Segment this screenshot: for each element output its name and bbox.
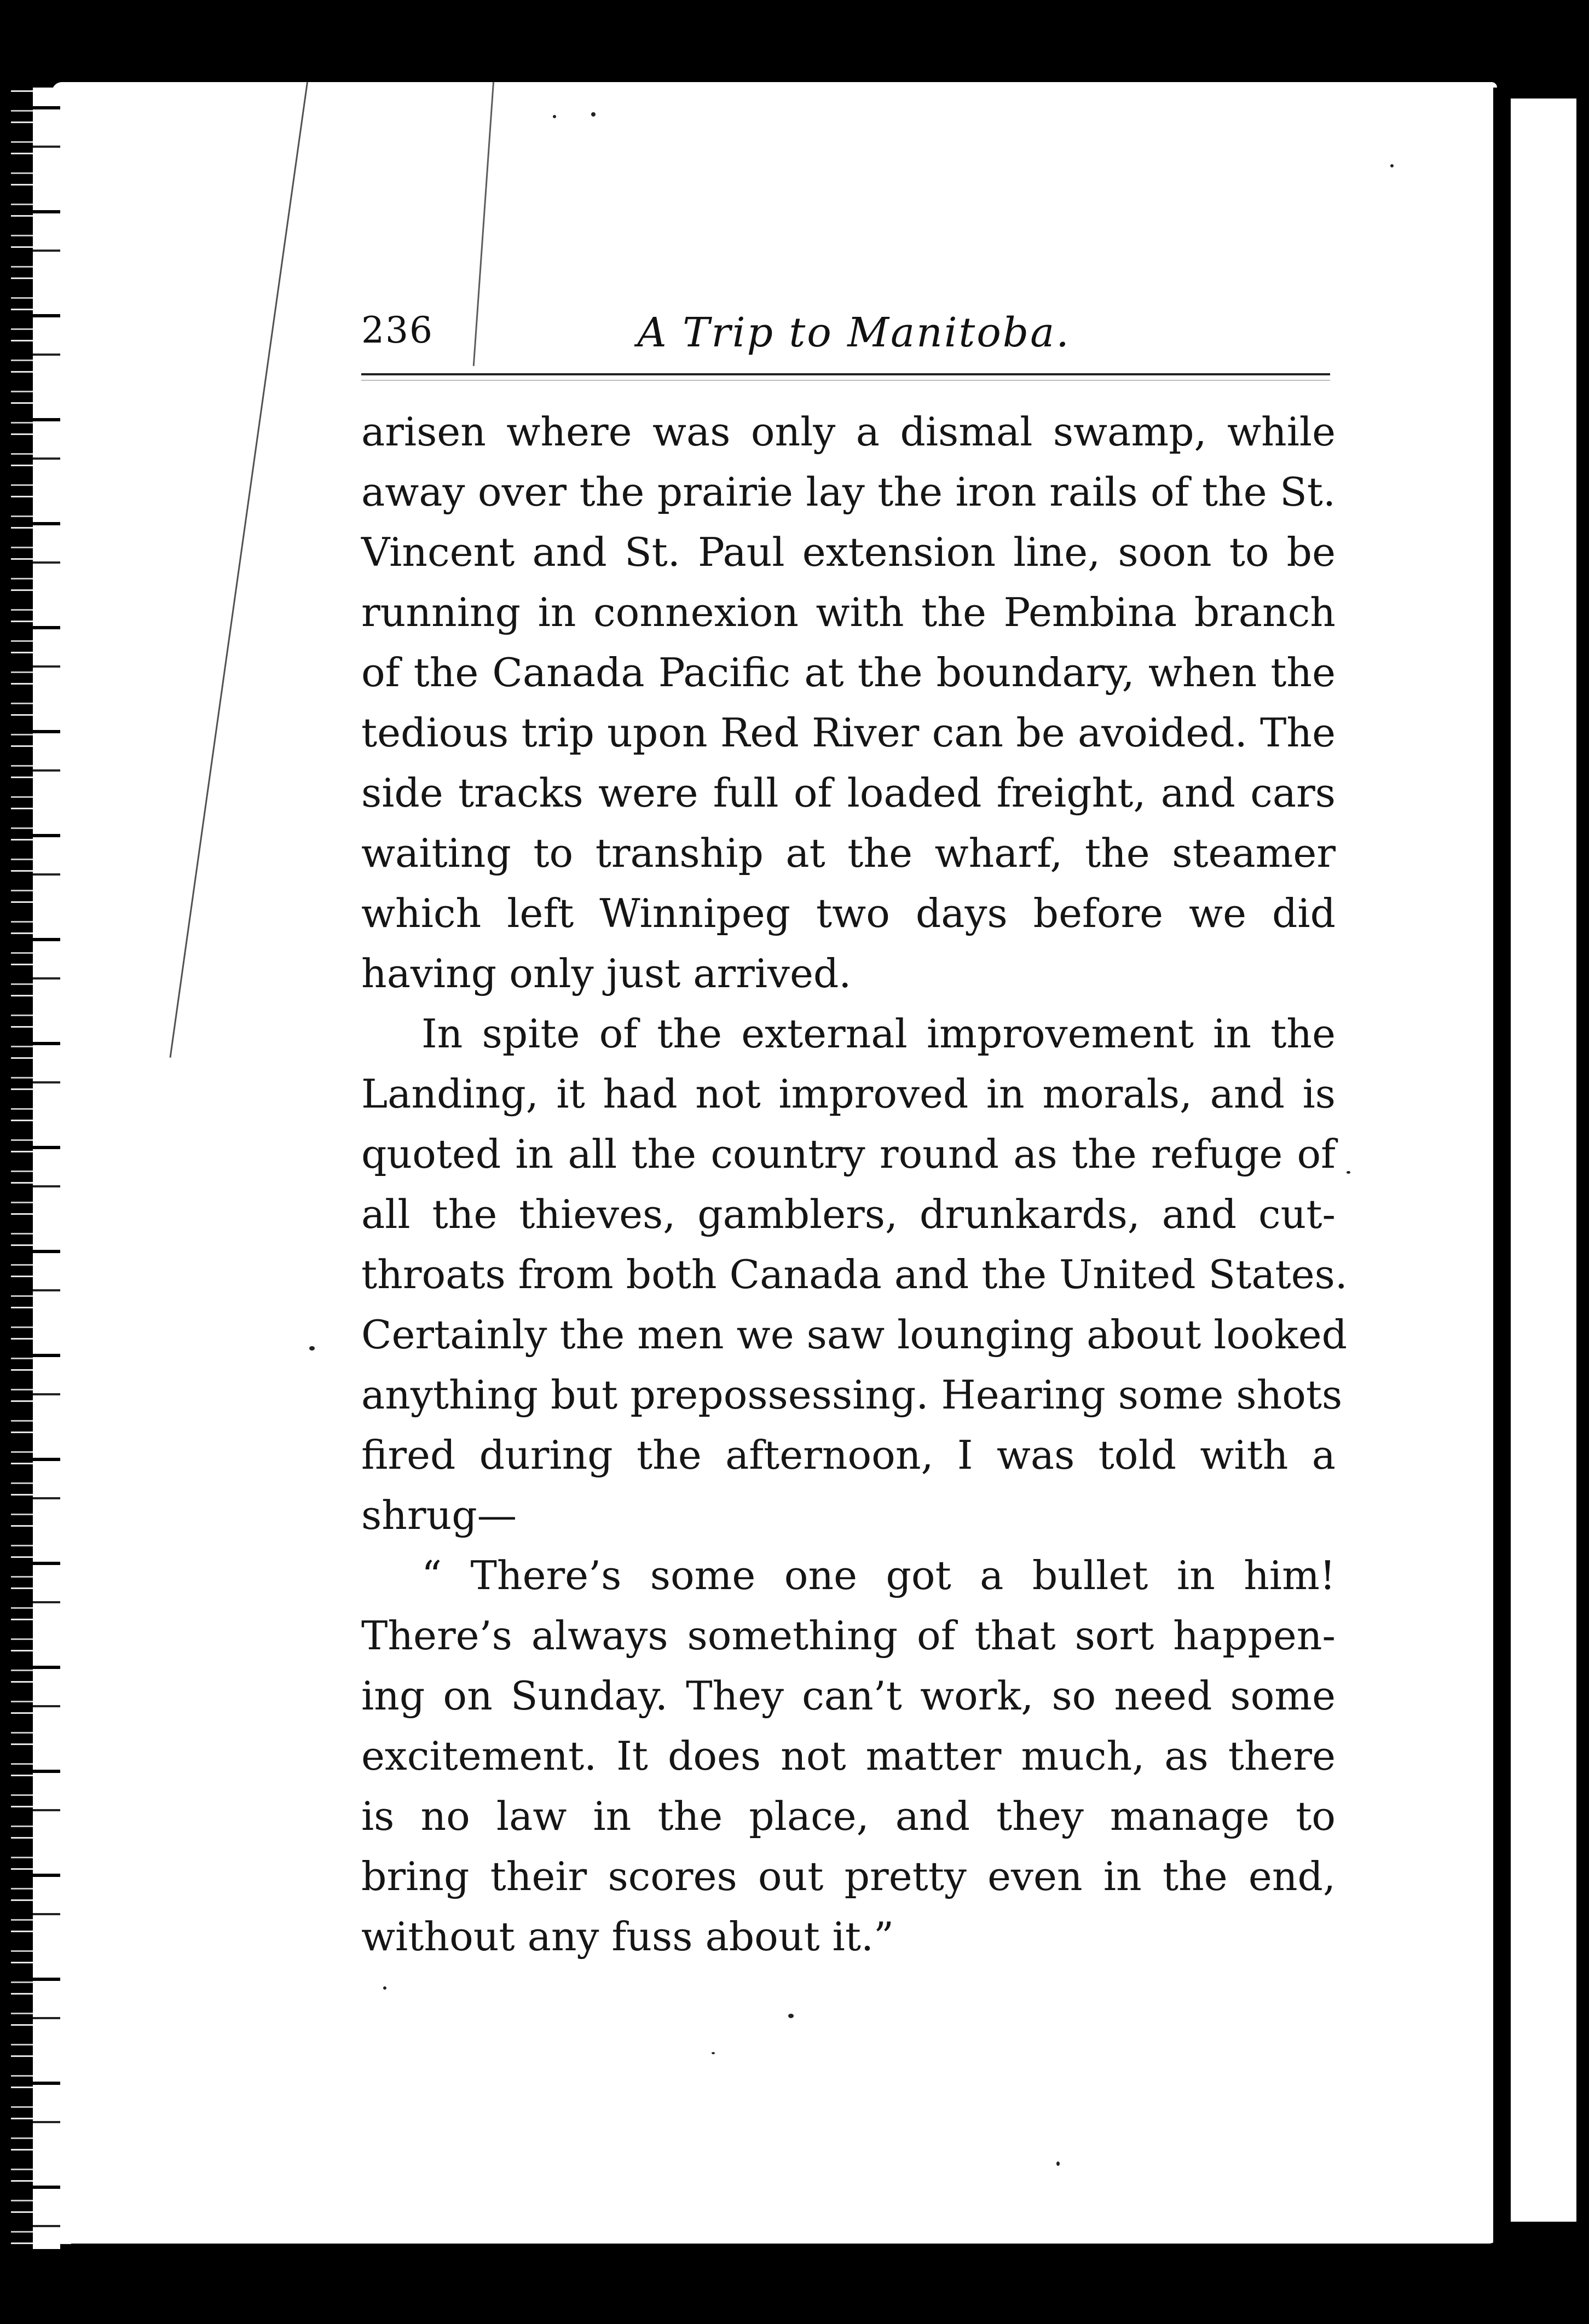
scan-speck <box>383 1986 386 1990</box>
text-line: Vincent and St. Paul extension line, soon to be <box>361 530 1336 576</box>
header-rule-shadow <box>361 380 1330 381</box>
text-line: fired during the afternoon, I was told with a <box>361 1433 1336 1479</box>
text-line: which left Winnipeg two days before we did <box>361 891 1336 937</box>
page-gutter <box>1493 88 1510 2244</box>
text-line: having only just arrived. <box>361 951 852 997</box>
scan-speck <box>1056 2161 1060 2166</box>
scan-speck <box>1390 164 1394 167</box>
header-rule <box>361 373 1330 375</box>
text-line: Landing, it had not improved in morals, and is <box>361 1071 1336 1117</box>
binding-shadow <box>33 88 60 2249</box>
scan-speck <box>553 115 556 118</box>
text-line: tedious trip upon Red River can be avoided. The <box>361 710 1336 756</box>
text-line: excitement. It does not matter much, as there <box>361 1734 1336 1780</box>
text-line: side tracks were full of loaded freight, and cars <box>361 770 1336 816</box>
text-line: is no law in the place, and they manage to <box>361 1794 1336 1840</box>
scan-speck <box>591 112 596 117</box>
text-line: waiting to tranship at the wharf, the steamer <box>361 831 1336 877</box>
text-line: without any fuss about it.” <box>361 1914 894 1960</box>
text-line: throats from both Canada and the United States. <box>361 1252 1348 1298</box>
text-line: away over the prairie lay the iron rails of the St. <box>361 470 1336 515</box>
text-line: ing on Sunday. They can’t work, so need some <box>361 1673 1336 1719</box>
scan-speck <box>309 1346 315 1351</box>
text-line: quoted in all the country round as the refuge of <box>361 1132 1336 1178</box>
page-number: 236 <box>361 309 434 351</box>
text-line: bring their scores out pretty even in the end, <box>361 1854 1336 1900</box>
running-head <box>361 309 1330 375</box>
text-line: Certainly the men we saw lounging about looked <box>361 1312 1348 1358</box>
paragraph-first-line: “ There’s some one got a bullet in him! <box>421 1553 1336 1599</box>
text-line: of the Canada Pacific at the boundary, when the <box>361 650 1336 696</box>
text-line: running in connexion with the Pembina branch <box>361 590 1336 636</box>
text-line: all the thieves, gamblers, drunkards, and cut- <box>361 1192 1336 1238</box>
text-line: There’s always something of that sort happen- <box>361 1613 1336 1659</box>
body-text <box>361 402 1348 1967</box>
text-line: anything but prepossessing. Hearing some shots <box>361 1372 1343 1418</box>
running-title: A Trip to Manitoba. <box>637 309 1071 356</box>
text-line: arisen where was only a dismal swamp, while <box>361 409 1336 455</box>
adjacent-page-edge <box>1511 98 1576 2222</box>
paragraph-first-line: In spite of the external improvement in the <box>421 1011 1336 1057</box>
scan-speck <box>1347 1171 1350 1174</box>
scan-speck <box>788 2014 794 2018</box>
scan-speck <box>712 2052 715 2054</box>
text-line: shrug— <box>361 1493 517 1539</box>
